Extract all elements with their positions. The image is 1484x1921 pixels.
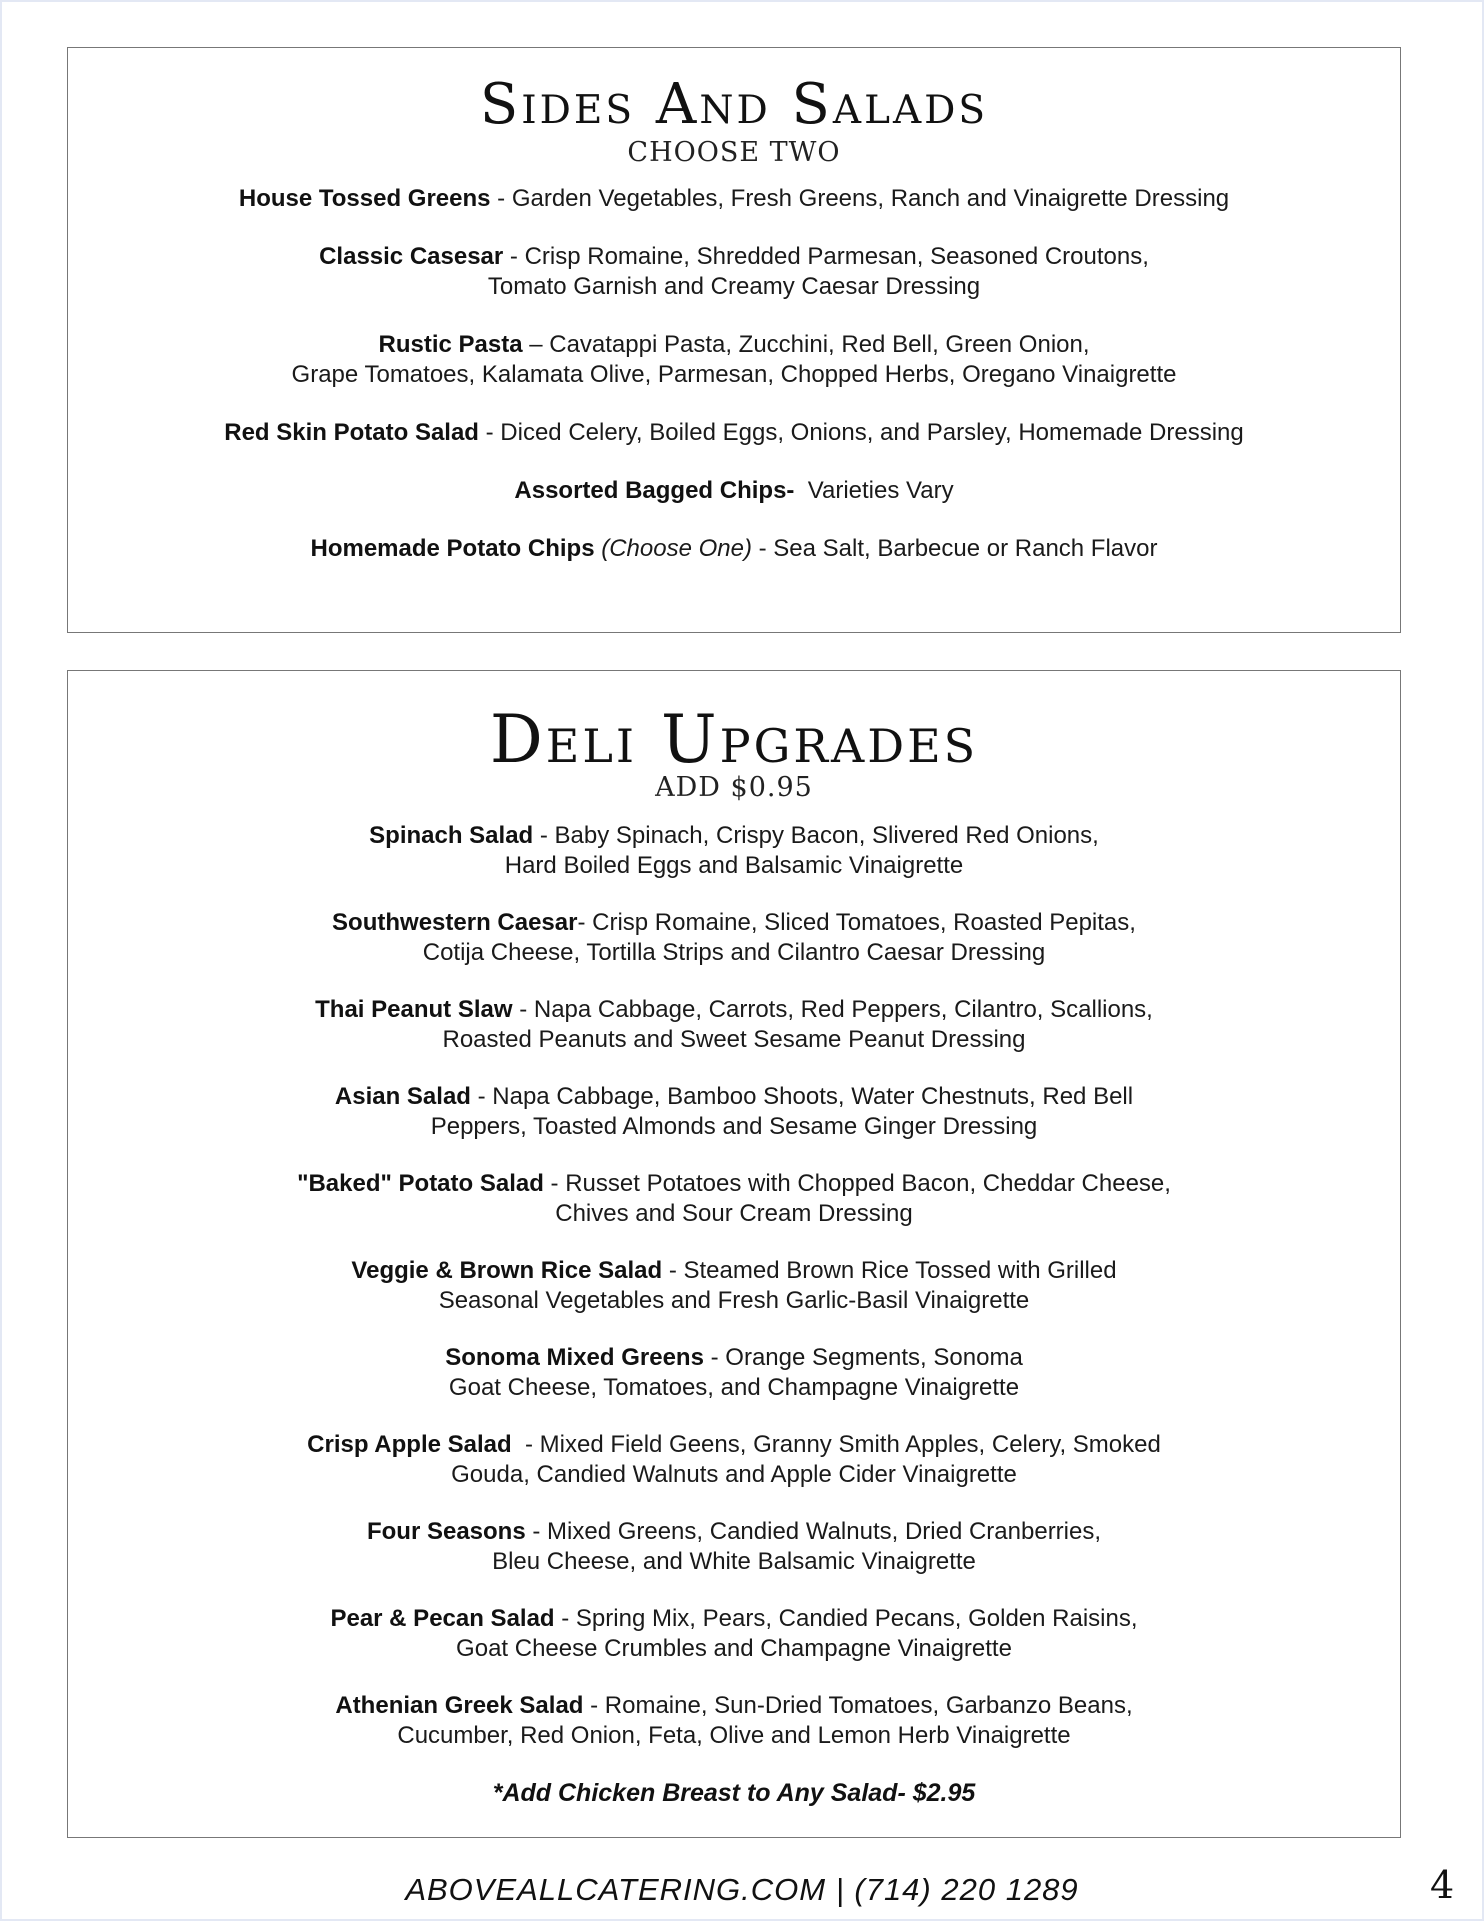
- item-description: Varieties Vary: [794, 477, 954, 504]
- menu-item: [68, 476, 1400, 506]
- menu-item: [68, 1343, 1400, 1403]
- item-description: Bleu Cheese, and White Balsamic Vinaigrette: [492, 1548, 976, 1575]
- item-name: Spinach Salad: [369, 822, 534, 849]
- item-description: Chives and Sour Cream Dressing: [555, 1200, 913, 1227]
- item-name: "Baked" Potato Salad: [297, 1170, 544, 1197]
- item-name: Crisp Apple Salad: [307, 1431, 512, 1458]
- sides-section-title: Sides And Salads: [479, 72, 989, 137]
- item-description: - Crisp Romaine, Shredded Parmesan, Seasoned Croutons,: [503, 243, 1149, 270]
- item-description: - Mixed Field Geens, Granny Smith Apples, Celery, Smoked: [511, 1431, 1161, 1458]
- item-description: Goat Cheese, Tomatoes, and Champagne Vinaigrette: [448, 1374, 1020, 1401]
- menu-item: [68, 534, 1400, 564]
- item-name: Asian Salad: [334, 1083, 471, 1110]
- item-description: - Steamed Brown Rice Tossed with Grilled: [662, 1257, 1117, 1284]
- item-description: - Diced Celery, Boiled Eggs, Onions, and Parsley, Homemade Dressing: [478, 419, 1244, 446]
- item-description: Goat Cheese Crumbles and Champagne Vinaigrette: [456, 1635, 1012, 1662]
- page-number: 4: [1430, 1863, 1455, 1907]
- item-name: Red Skin Potato Salad: [224, 419, 479, 446]
- item-description: - Mixed Greens, Candied Walnuts, Dried Cranberries,: [525, 1518, 1102, 1545]
- menu-item: [68, 1430, 1400, 1490]
- menu-item: [68, 1691, 1400, 1751]
- item-note: (Choose One): [594, 535, 752, 562]
- item-name: Veggie & Brown Rice Salad: [351, 1257, 663, 1284]
- item-name: Four Seasons: [366, 1518, 526, 1545]
- item-description: Grape Tomatoes, Kalamata Olive, Parmesan, Chopped Herbs, Oregano Vinaigrette: [291, 361, 1177, 388]
- item-description: - Napa Cabbage, Carrots, Red Peppers, Cilantro, Scallions,: [512, 996, 1153, 1023]
- item-description: Hard Boiled Eggs and Balsamic Vinaigrette: [504, 852, 964, 879]
- item-description: Seasonal Vegetables and Fresh Garlic-Basil Vinaigrette: [438, 1287, 1030, 1314]
- deli-section-subtitle: ADD $0.95: [655, 772, 813, 803]
- item-description: - Romaine, Sun-Dried Tomatoes, Garbanzo Beans,: [583, 1692, 1133, 1719]
- item-description: Roasted Peanuts and Sweet Sesame Peanut Dressing: [442, 1026, 1026, 1053]
- menu-item: [68, 330, 1400, 390]
- menu-item: [68, 1604, 1400, 1664]
- menu-item: [68, 418, 1400, 448]
- deli-section-title: Deli Upgrades: [489, 701, 979, 778]
- item-name: Thai Peanut Slaw: [315, 996, 513, 1023]
- sides-and-salads-section: [67, 47, 1401, 633]
- menu-item: [68, 1082, 1400, 1142]
- item-name: Homemade Potato Chips: [310, 535, 595, 562]
- menu-item: [68, 1517, 1400, 1577]
- item-name: Southwestern Caesar: [332, 909, 578, 936]
- menu-item: [68, 1256, 1400, 1316]
- item-description: - Garden Vegetables, Fresh Greens, Ranch and Vinaigrette Dressing: [490, 185, 1230, 212]
- item-description: - Spring Mix, Pears, Candied Pecans, Golden Raisins,: [554, 1605, 1138, 1632]
- item-description: - Napa Cabbage, Bamboo Shoots, Water Chestnuts, Red Bell: [470, 1083, 1134, 1110]
- menu-item: [68, 908, 1400, 968]
- item-description: Cotija Cheese, Tortilla Strips and Cilantro Caesar Dressing: [422, 939, 1046, 966]
- item-name: House Tossed Greens: [238, 185, 491, 212]
- item-name: Pear & Pecan Salad: [330, 1605, 555, 1632]
- item-description: Cucumber, Red Onion, Feta, Olive and Lemon Herb Vinaigrette: [397, 1722, 1071, 1749]
- item-name: Assorted Bagged Chips-: [514, 477, 795, 504]
- item-description: Gouda, Candied Walnuts and Apple Cider Vinaigrette: [451, 1461, 1017, 1488]
- item-name: Athenian Greek Salad: [335, 1692, 584, 1719]
- menu-item: [68, 1169, 1400, 1229]
- item-description: - Orange Segments, Sonoma: [703, 1344, 1023, 1371]
- deli-upgrades-section: [67, 670, 1401, 1838]
- item-name: Sonoma Mixed Greens: [445, 1344, 704, 1371]
- menu-item: [68, 242, 1400, 302]
- add-chicken-note: *Add Chicken Breast to Any Salad- $2.95: [492, 1779, 976, 1807]
- item-description: - Crisp Romaine, Sliced Tomatoes, Roasted Pepitas,: [577, 909, 1136, 936]
- sides-section-subtitle: CHOOSE TWO: [627, 137, 841, 168]
- item-description: - Baby Spinach, Crispy Bacon, Slivered Red Onions,: [533, 822, 1099, 849]
- item-description: Tomato Garnish and Creamy Caesar Dressing: [487, 273, 981, 300]
- item-description: - Russet Potatoes with Chopped Bacon, Cheddar Cheese,: [543, 1170, 1171, 1197]
- menu-item: [68, 821, 1400, 881]
- footer-website-phone: ABOVEALLCATERING.COM | (714) 220 1289: [405, 1872, 1079, 1907]
- menu-item: [68, 995, 1400, 1055]
- item-name: Rustic Pasta: [378, 331, 523, 358]
- item-description: Peppers, Toasted Almonds and Sesame Ginger Dressing: [430, 1113, 1038, 1140]
- item-description: - Sea Salt, Barbecue or Ranch Flavor: [751, 535, 1158, 562]
- item-name: Classic Casesar: [319, 243, 504, 270]
- menu-item: [68, 184, 1400, 214]
- item-description: – Cavatappi Pasta, Zucchini, Red Bell, Green Onion,: [522, 331, 1090, 358]
